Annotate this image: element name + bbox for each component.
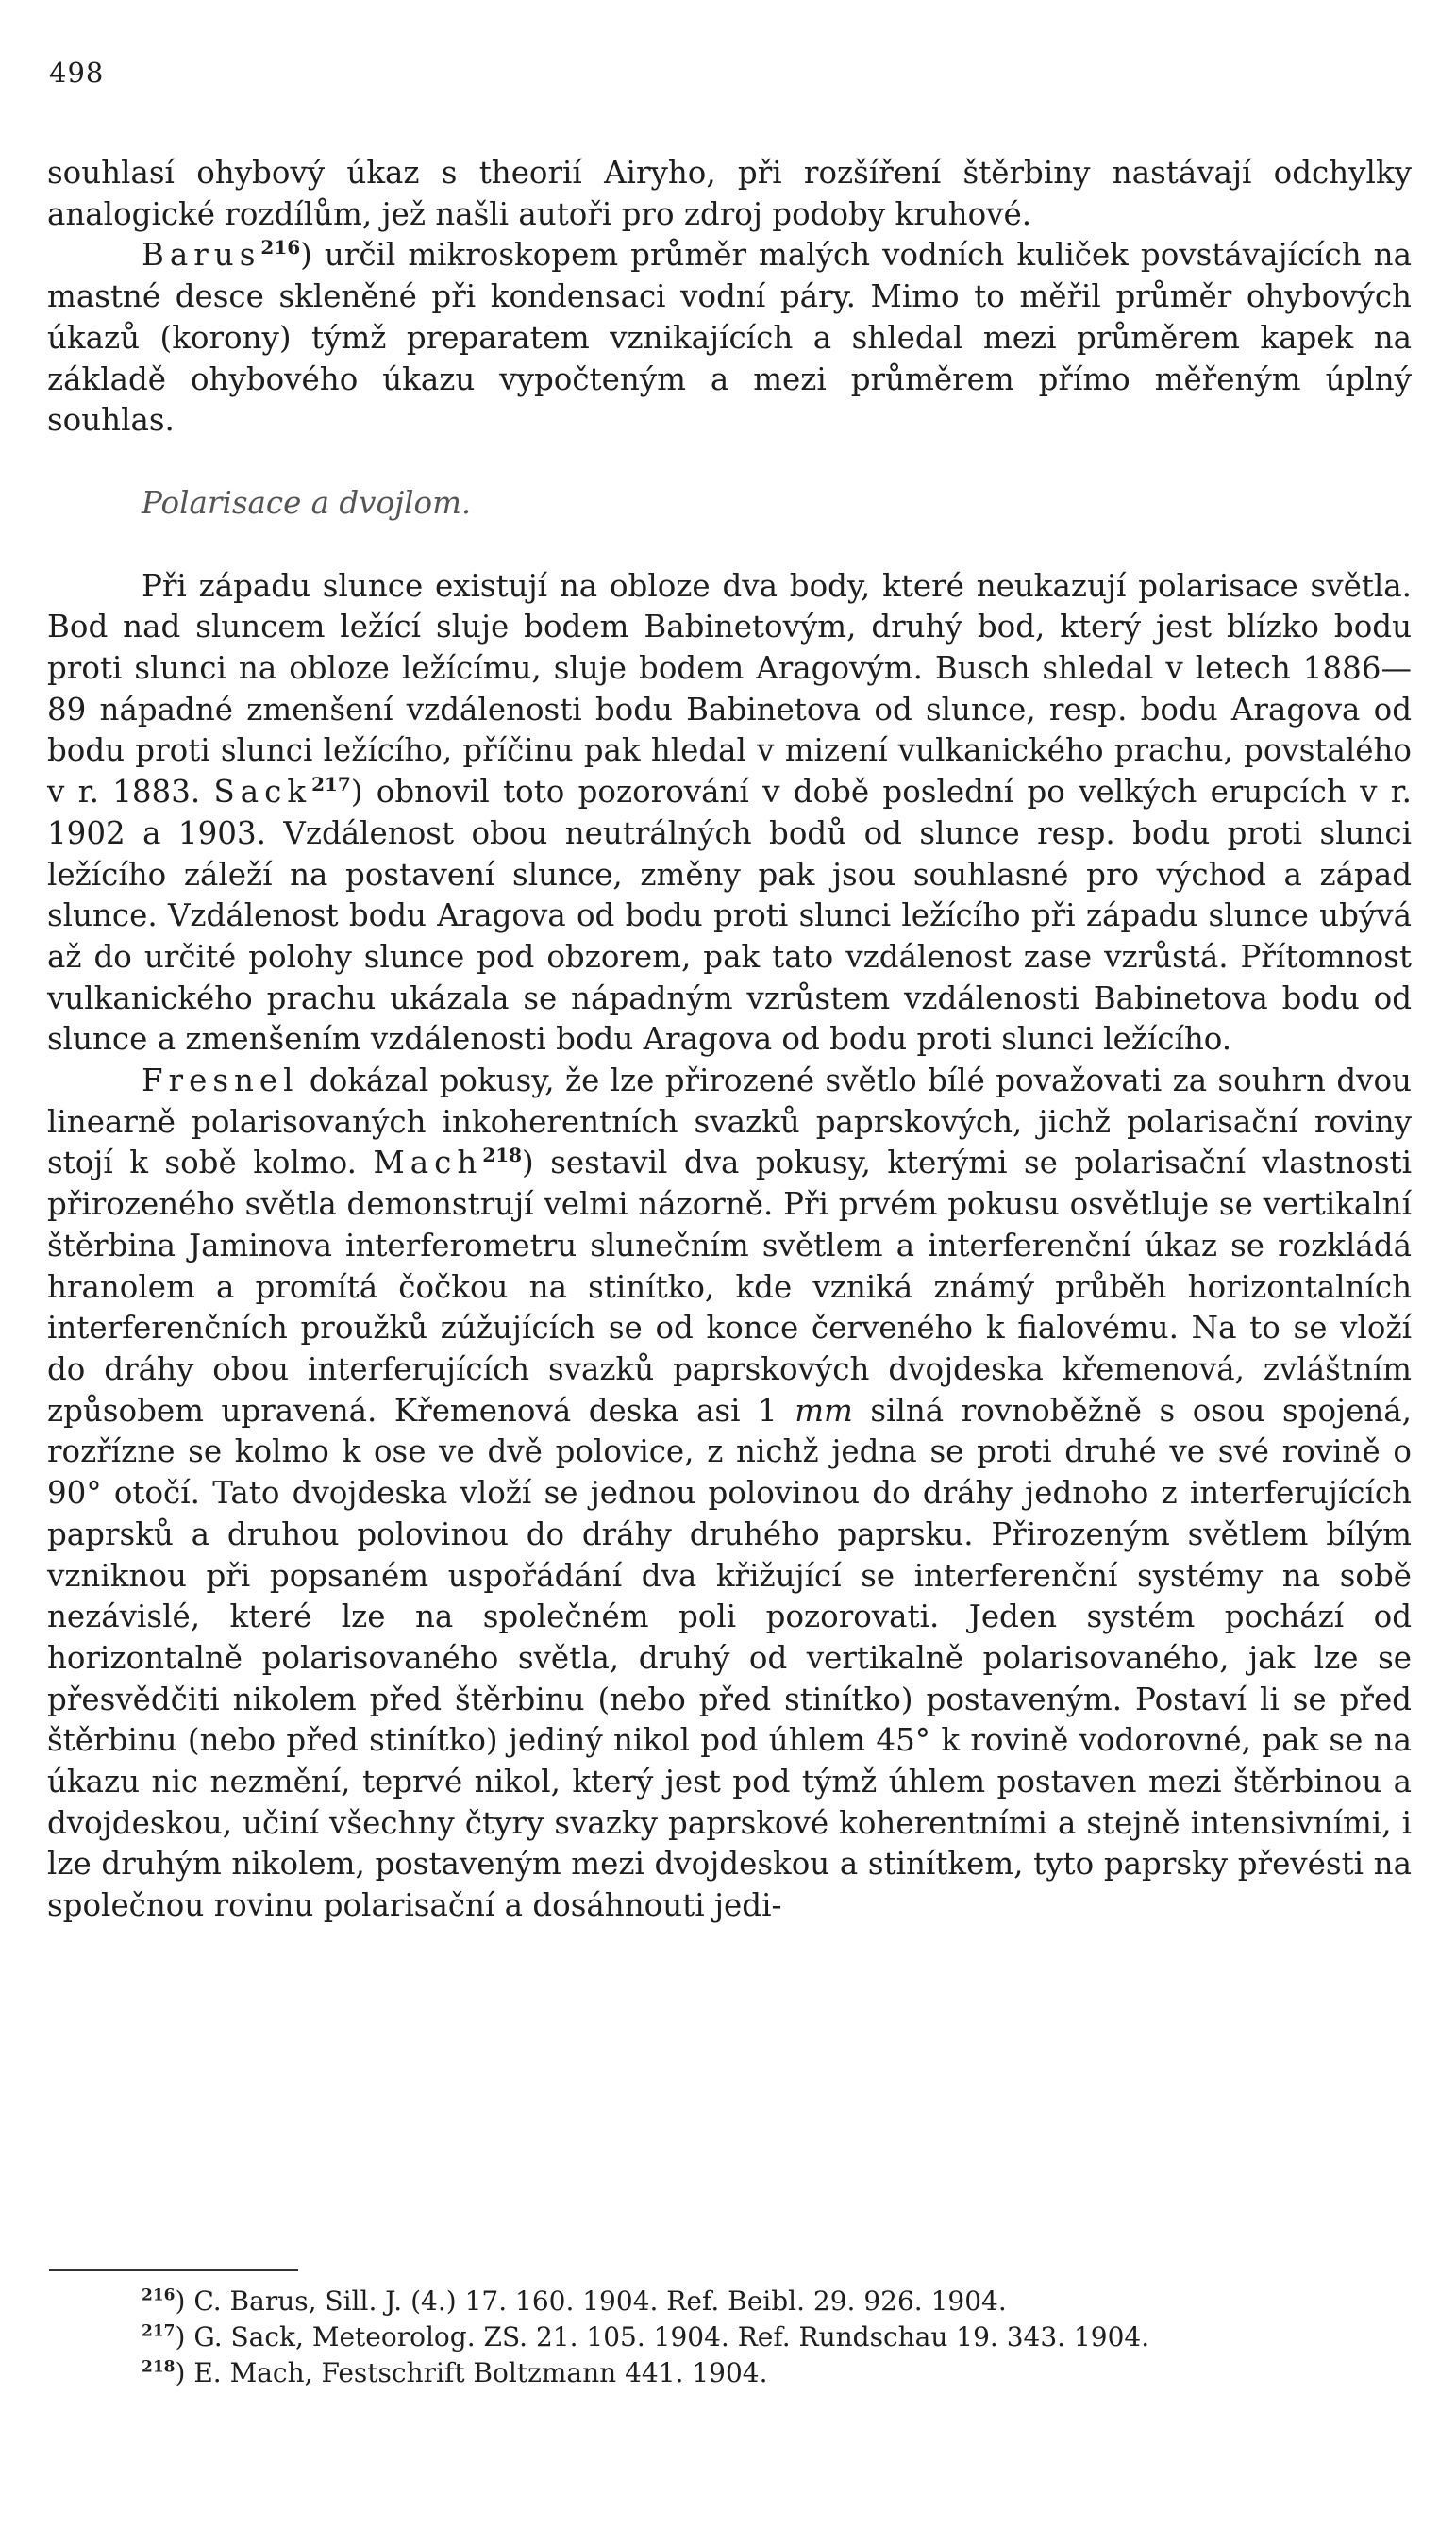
paragraph-text: ) určil mikroskopem průměr malých vodních kuliček povstávajících na mastné desce skleněné při kondensaci vodní páry. Mimo to měřil průměr ohybových úkazů (korony) týmž preparatem vznikajících a shledal mezi průměrem kapek na základě ohybového úkazu vypočteným a mezi průměrem přímo měřeným úplný souhlas. <box>47 237 1412 439</box>
footnote-text: ) E. Mach, Festschrift Boltzmann 441. 1904. <box>175 2357 768 2388</box>
footnote-ref: 217 <box>311 773 351 796</box>
footnote <box>142 2319 1368 2355</box>
paragraph-text: ) sestavil dva pokusy, kterými se polarisační vlastnosti přirozeného světla demonstrují velmi názorně. Při prvém pokusu osvětluje se vertikalní štěrbina Jaminova interferometru slunečním světlem a interferenční úkaz se rozkládá hranolem a promítá čočkou na stinítko, kde vzniká známý průběh horizontalních interferenčních proužků zúžujících se od konce červeného k fialovému. Na to se vloží do dráhy obou interferujících svazků paprskových dvojdeska křemenová, zvláštním způsobem upravená. Křemenová deska asi 1 <box>47 1145 1412 1429</box>
footnote-mark: 216 <box>142 2285 176 2305</box>
paragraph-text: ) obnovil toto pozorování v době poslední po velkých erupcích v r. 1902 a 1903. Vzdálenost obou neutrálných bodů od slunce resp. bodu proti slunci ležícího záleží na postavení slunce, změny pak jsou souhlasné pro východ a západ slunce. Vzdálenost bodu Aragova od bodu proti slunci ležícího při západu slunce ubývá až do určité polohy slunce pod obzorem, pak tato vzdálenost zase vzrůstá. Přítomnost vulkanického prachu ukázala se nápadným vzrůstem vzdálenosti Babinetova bodu od slunce a zmenšením vzdálenosti bodu Aragova od bodu proti slunci ležícího. <box>47 774 1412 1058</box>
paragraph-fresnel <box>47 1061 1412 1927</box>
author-name: Barus <box>142 237 261 274</box>
unit: mm <box>795 1392 853 1429</box>
paragraph-continuation <box>47 153 1412 235</box>
footnotes <box>142 2284 1368 2391</box>
author-name: Fresnel <box>142 1063 299 1099</box>
footnote-ref: 216 <box>260 236 301 259</box>
footnote <box>142 2284 1368 2319</box>
footnote <box>142 2355 1368 2391</box>
footnote-ref: 218 <box>482 1144 523 1167</box>
footnote-mark: 218 <box>142 2357 176 2377</box>
footnote-mark: 217 <box>142 2321 176 2341</box>
paragraph-text: dokázal pokusy, že lze přirozené světlo bílé považovati za souhrn dvou linearně polarisovaných inkoherentních svazků paprskových, jichž polarisační roviny stojí k sobě kolmo. <box>47 1063 1412 1181</box>
author-name: Sack <box>213 774 312 811</box>
paragraph-barus <box>47 235 1412 442</box>
paragraph-sunset <box>47 566 1412 1061</box>
paragraph-text: silná rovnoběžně s osou spojená, rozříznе se kolmo k ose ve dvě polovice, z nichž jedna se proti druhé ve své rovině o 90° otočí. Tato dvojdeska vloží se jednou polovinou do dráhy jednoho z interferujících paprsků a druhou polovinou do dráhy druhého paprsku. Přirozeným světlem bílým vzniknou při popsaném uspořádání dva křižující se interferenční systémy na sobě nezávislé, které lze na společném poli pozorovati. Jeden systém pochází od horizontalně polarisovaného světla, druhý od vertikalně polarisovaného, jak lze se přesvědčiti nikolem před štěrbinu (nebo před stinítko) postaveným. Postaví li se před štěrbinu (nebo před stinítko) jediný nikol pod úhlem 45° k rovině vodorovné, pak se na úkazu nic nezmění, teprvé nikol, který jest pod týmž úhlem postaven mezi štěrbinou a dvojdeskou, učiní všechny čtyry svazky paprskové koherentními a stejně intensivními, i lze druhým nikolem, postaveným mezi dvojdeskou a stinítkem, tyto paprsky převésti na společnou rovinu polarisační a dosáhnouti jedi- <box>47 1392 1412 1924</box>
footnote-text: ) C. Barus, Sill. J. (4.) 17. 160. 1904. Ref. Beibl. 29. 926. 1904. <box>175 2285 1007 2317</box>
footnote-divider <box>49 2269 298 2271</box>
author-name: Mach <box>373 1145 483 1181</box>
paragraph-text: souhlasí ohybový úkaz s theorií Airyho, při rozšíření štěrbiny nastávají odchylky analogické rozdílům, jež našli autoři pro zdroj podoby kruhové. <box>47 155 1412 232</box>
paragraph-text: Při západu slunce existují na obloze dva body, které neukazují polarisace světla. Bod nad sluncem ležící sluje bodem Babinetovým, druhý bod, který jest blízko bodu proti slunci na obloze ležícímu, sluje bodem Aragovým. Busch shledal v letech 1886—89 nápadné zmenšení vzdálenosti bodu Babinetova od slunce, resp. bodu Aragova od bodu proti slunci ležícího, příčinu pak hledal v mizení vulkanického prachu, povstalého v r. 1883. <box>47 567 1412 811</box>
page-number: 498 <box>49 57 105 89</box>
section-title: Polarisace a dvojlom. <box>142 484 472 521</box>
footnote-text: ) G. Sack, Meteorolog. ZS. 21. 105. 1904. Ref. Rundschau 19. 343. 1904. <box>175 2321 1150 2352</box>
body-text <box>47 153 1412 1927</box>
